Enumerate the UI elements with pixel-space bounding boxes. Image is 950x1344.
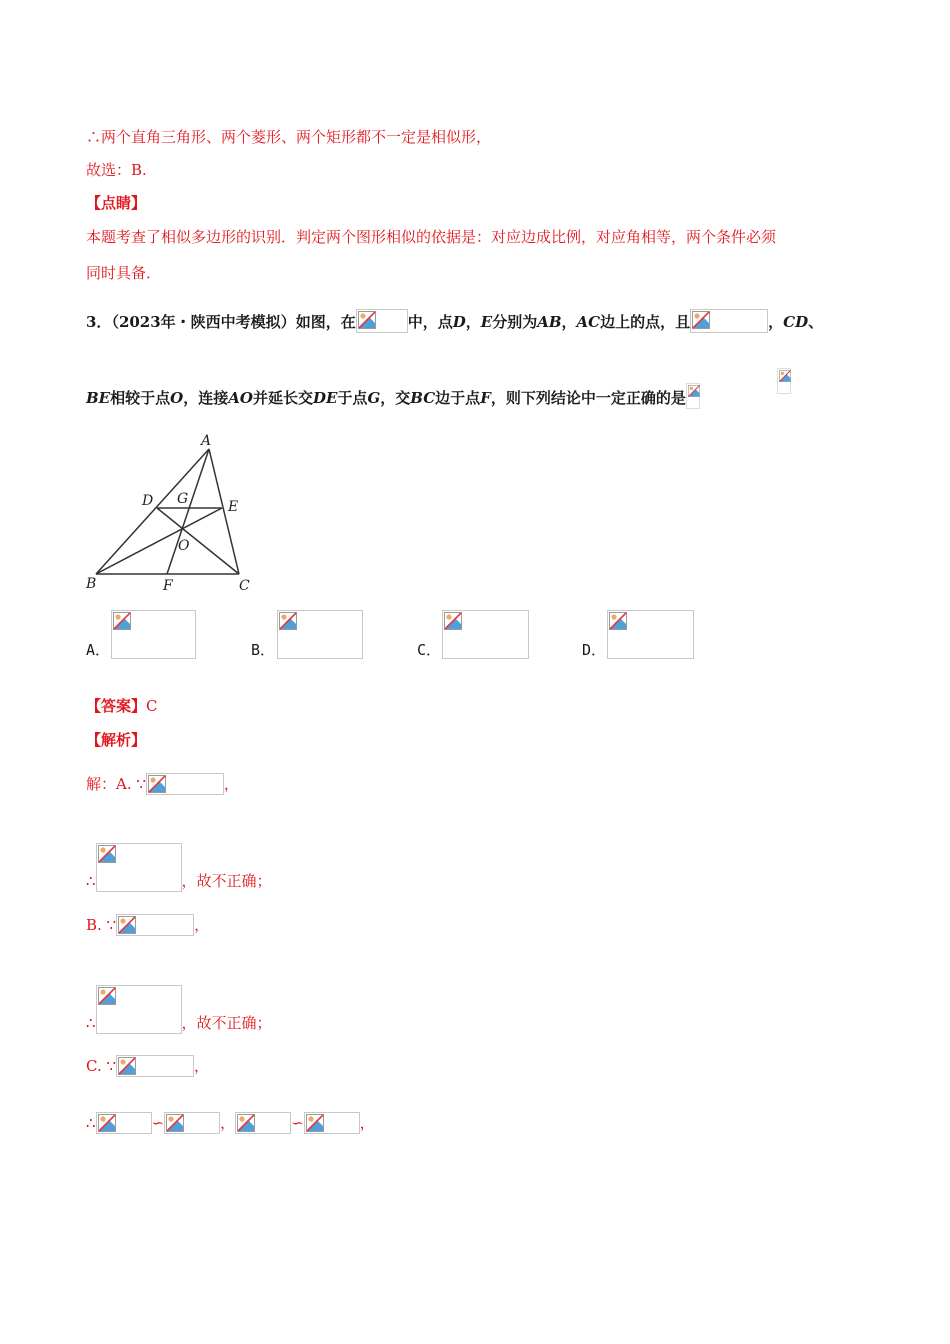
label-b: B xyxy=(86,576,97,592)
option-d-label: D． xyxy=(582,641,607,659)
question-source: （2023年・陕西中考模拟） xyxy=(111,313,296,331)
broken-image-icon xyxy=(116,914,194,936)
broken-image-icon xyxy=(164,1112,220,1134)
label-a: A xyxy=(201,433,212,449)
analysis-c-given: C. ∵ ， xyxy=(86,1057,210,1075)
answer-tag: 【答案】 xyxy=(86,697,147,715)
label-f: F xyxy=(163,578,173,594)
broken-image-icon xyxy=(146,773,224,795)
broken-image-icon xyxy=(686,383,700,409)
note-line-2: 同时具备． xyxy=(86,264,162,282)
label-d: D xyxy=(142,493,154,509)
question-line-2: BE相较于点O，连接AO并延长交DE于点G，交BC边于点F，则下列结论中一定正确的是 xyxy=(86,383,700,409)
prev-answer-choice: 故选：B. xyxy=(86,161,147,179)
analysis-b-given: B. ∵ ， xyxy=(86,916,210,934)
option-d-image[interactable] xyxy=(607,610,694,659)
note-line-1: 本题考查了相似多边形的识别．判定两个图形相似的依据是：对应边成比例，对应角相等，两个条件必须 xyxy=(86,228,777,246)
broken-image-icon xyxy=(304,1112,360,1134)
question-line-1: 3．（2023年・陕西中考模拟）如图，在 中，点D，E分别为AB，AC边上的点，且 ，CD、 xyxy=(86,309,823,333)
analysis-b-therefore: ∴ ，故不正确； xyxy=(86,985,272,1034)
segment-af xyxy=(167,449,209,574)
segment-eb xyxy=(96,508,222,574)
label-e: E xyxy=(228,499,239,515)
broken-image-icon xyxy=(96,1112,152,1134)
triangle-figure xyxy=(84,428,260,596)
broken-image-icon xyxy=(116,1055,194,1077)
option-a-image[interactable] xyxy=(111,610,196,659)
question-number: 3． xyxy=(86,313,112,331)
option-a-label: A． xyxy=(86,641,111,659)
label-c: C xyxy=(239,578,250,594)
side-ab xyxy=(96,449,209,574)
note-tag: 【点睛】 xyxy=(86,194,147,212)
option-b-label: B． xyxy=(251,641,276,659)
answer-value: C xyxy=(146,697,158,715)
option-c-label: C． xyxy=(417,641,442,659)
option-b-image[interactable] xyxy=(277,610,363,659)
option-c-image[interactable] xyxy=(442,610,529,659)
prev-conclusion: ∴两个直角三角形、两个菱形、两个矩形都不一定是相似形， xyxy=(86,128,492,146)
label-o: O xyxy=(178,538,190,554)
segment-dc xyxy=(157,508,239,574)
broken-image-icon xyxy=(235,1112,291,1134)
broken-image-icon xyxy=(96,985,182,1034)
analysis-a-therefore: ∴ ，故不正确； xyxy=(86,843,272,892)
label-g: G xyxy=(177,491,189,507)
broken-image-icon xyxy=(690,309,768,333)
analysis-c-therefore: ∴ ∽ ， ∽ ， xyxy=(86,1114,375,1132)
answer-row xyxy=(86,695,158,717)
broken-image-icon xyxy=(96,843,182,892)
analysis-a-given: 解：A. ∵ ， xyxy=(86,775,239,793)
analysis-tag: 【解析】 xyxy=(86,731,147,749)
broken-image-icon xyxy=(356,309,408,333)
broken-image-icon xyxy=(777,368,791,394)
